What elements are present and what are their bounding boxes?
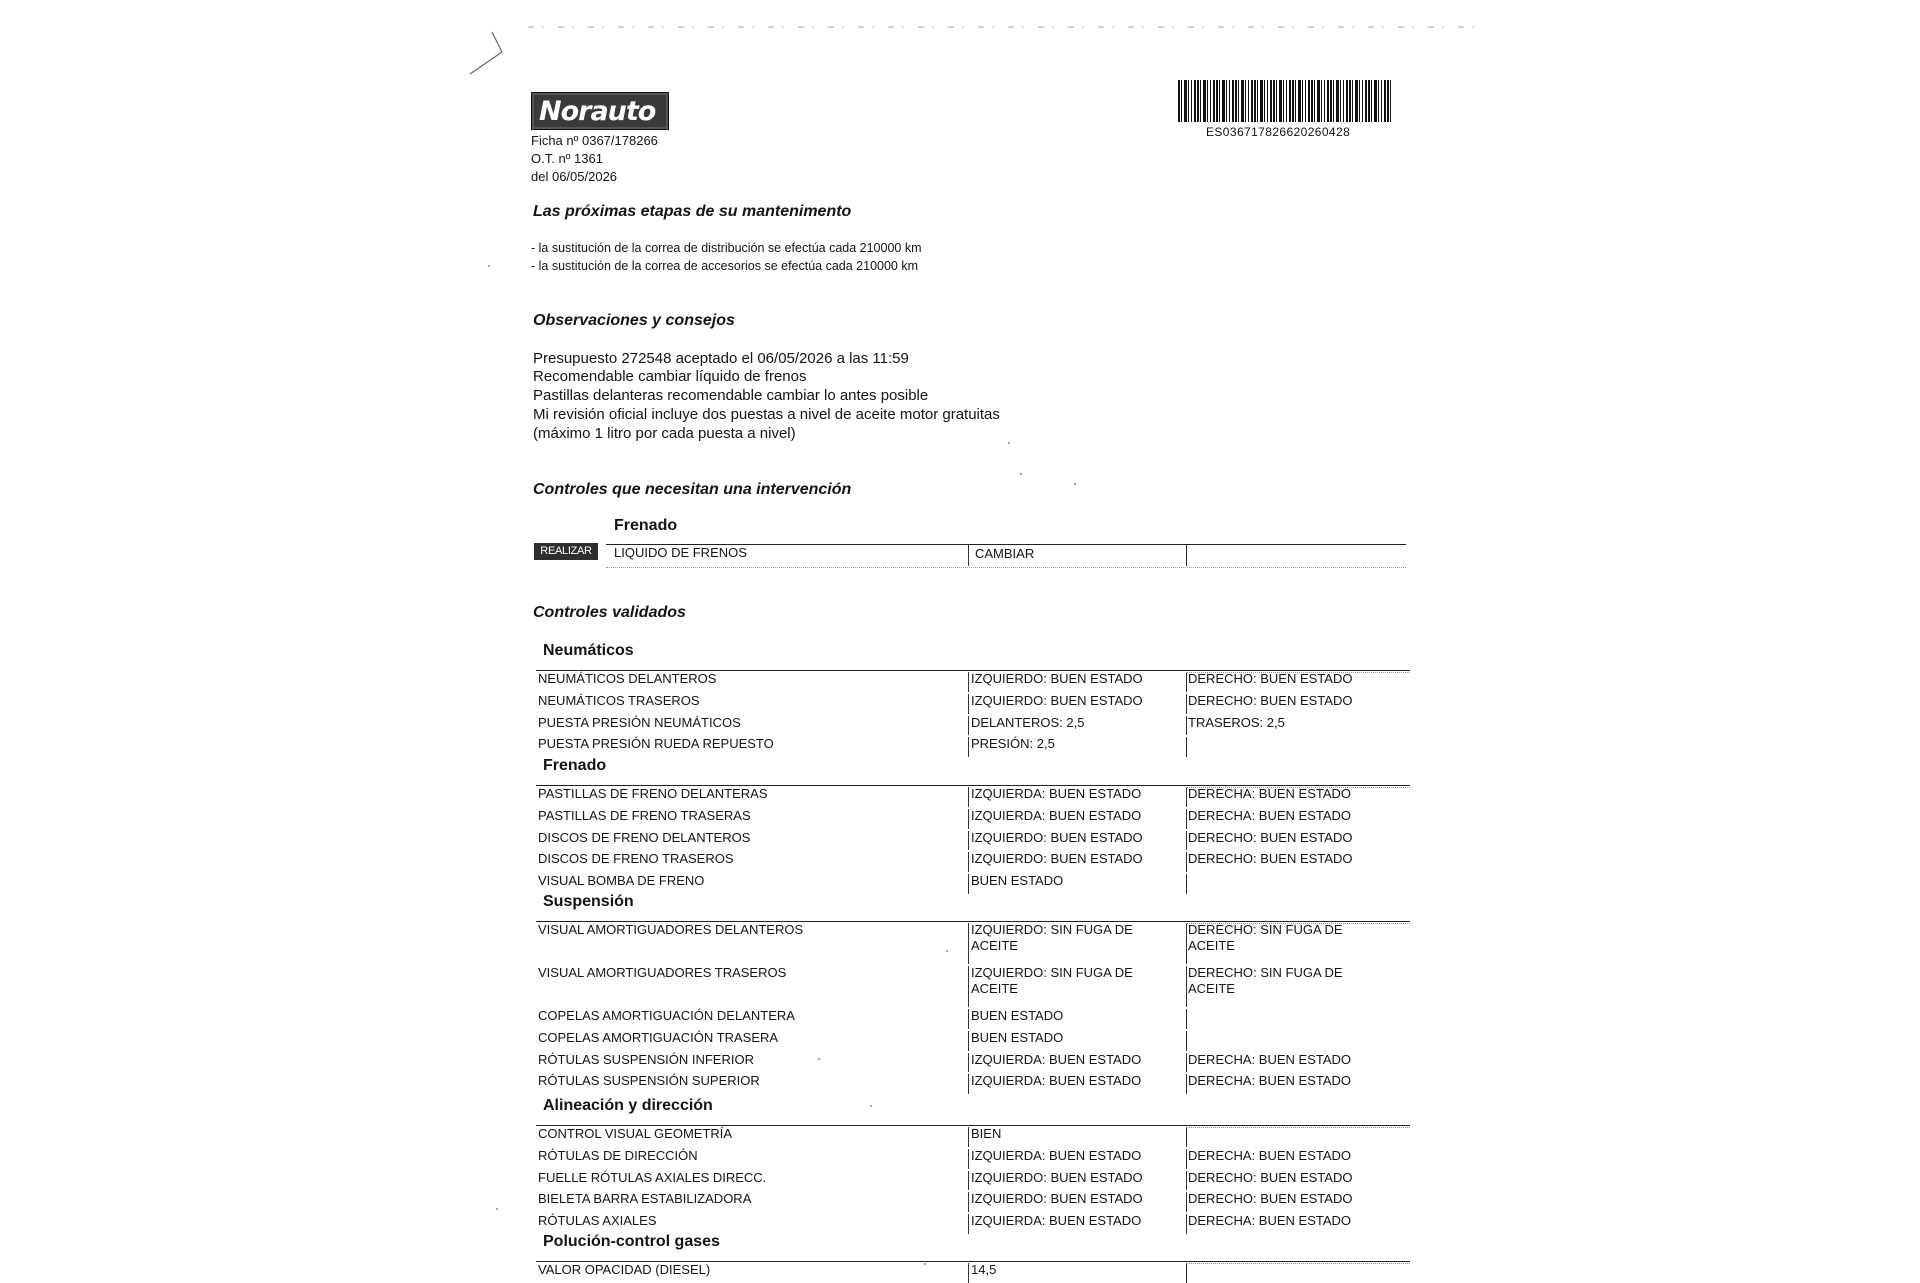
control-result-right: DERECHO: SIN FUGA DE ACEITE <box>1188 922 1343 953</box>
intervention-title: Controles que necesitan una intervención <box>533 481 852 498</box>
scan-speck <box>870 1105 872 1107</box>
group-heading: Frenado <box>543 757 607 774</box>
control-result-left: PRESIÓN: 2,5 <box>971 736 1055 752</box>
control-name: PASTILLAS DE FRENO DELANTERAS <box>538 786 768 801</box>
scan-speck <box>1020 473 1022 475</box>
control-result-left: IZQUIERDO: BUEN ESTADO <box>971 1191 1143 1207</box>
scan-speck <box>924 1263 926 1265</box>
column-divider <box>1186 1031 1187 1051</box>
control-result-left: IZQUIERDO: SIN FUGA DE ACEITE <box>971 965 1133 996</box>
column-divider <box>1186 544 1187 566</box>
column-divider <box>1186 831 1187 851</box>
column-divider <box>1186 923 1187 964</box>
control-result-left: IZQUIERDO: BUEN ESTADO <box>971 851 1143 867</box>
control-name: FUELLE RÓTULAS AXIALES DIRECC. <box>538 1169 767 1185</box>
ficha-number: Ficha nº 0367/178266 <box>531 133 658 148</box>
control-result-left: BUEN ESTADO <box>971 1008 1064 1023</box>
control-name: NEUMÁTICOS TRASEROS <box>538 692 700 708</box>
barcode-number: ES036717826620260428 <box>1206 125 1351 139</box>
control-result-left: IZQUIERDO: BUEN ESTADO <box>971 671 1143 686</box>
column-divider <box>1186 716 1187 736</box>
column-divider <box>968 809 969 829</box>
column-divider <box>968 1074 969 1094</box>
control-result-left: BUEN ESTADO <box>971 873 1064 889</box>
group-heading: Neumáticos <box>543 642 634 659</box>
column-divider <box>968 694 969 714</box>
control-result-left: IZQUIERDA: BUEN ESTADO <box>971 786 1142 801</box>
observation-line: Recomendable cambiar líquido de frenos <box>533 368 807 385</box>
maintenance-title: Las próximas etapas de su mantenimento <box>533 203 852 220</box>
column-divider <box>968 1171 969 1191</box>
row-divider <box>1186 1263 1410 1264</box>
control-result-right: DERECHO: BUEN ESTADO <box>1188 671 1353 686</box>
column-divider <box>1186 737 1187 757</box>
control-name: VALOR OPACIDAD (DIESEL) <box>538 1262 711 1277</box>
control-name: BIELETA BARRA ESTABILIZADORA <box>538 1191 752 1207</box>
column-divider <box>1186 1263 1187 1283</box>
scan-speck <box>818 1058 820 1060</box>
control-name: RÓTULAS DE DIRECCIÓN <box>538 1147 698 1163</box>
scan-mark <box>468 30 504 76</box>
control-result-left: BIEN <box>971 1126 1002 1141</box>
column-divider <box>968 1031 969 1051</box>
scan-speck <box>496 1208 498 1210</box>
maintenance-item: - la sustitución de la correa de distribución se efectúa cada 210000 km <box>531 241 922 255</box>
validated-title: Controles validados <box>533 604 686 621</box>
control-result-left: IZQUIERDO: BUEN ESTADO <box>971 1169 1143 1185</box>
maintenance-item: - la sustitución de la correa de accesorios se efectúa cada 210000 km <box>531 259 919 273</box>
column-divider <box>1186 694 1187 714</box>
control-result-left: IZQUIERDO: BUEN ESTADO <box>971 692 1143 708</box>
control-result-right: TRASEROS: 2,5 <box>1188 714 1285 730</box>
control-result-left: IZQUIERDO: SIN FUGA DE ACEITE <box>971 922 1133 953</box>
intervention-action: CAMBIAR <box>975 546 1035 561</box>
column-divider <box>1186 1127 1187 1147</box>
column-divider <box>968 672 969 692</box>
control-result-right: DERECHA: BUEN ESTADO <box>1188 1073 1352 1089</box>
control-name: VISUAL BOMBA DE FRENO <box>538 873 705 889</box>
control-name: RÓTULAS AXIALES <box>538 1213 657 1229</box>
control-name: RÓTULAS SUSPENSIÓN SUPERIOR <box>538 1073 760 1089</box>
control-result-right: DERECHO: BUEN ESTADO <box>1188 1169 1353 1185</box>
group-heading: Suspensión <box>543 893 634 910</box>
column-divider <box>1186 809 1187 829</box>
column-divider <box>968 831 969 851</box>
row-divider <box>1186 787 1410 788</box>
row-divider <box>606 567 1406 568</box>
realizar-badge: REALIZAR <box>534 543 598 560</box>
column-divider <box>968 787 969 807</box>
observations-title: Observaciones y consejos <box>533 312 735 329</box>
column-divider <box>968 923 969 964</box>
row-divider <box>1186 1127 1410 1128</box>
scan-speck <box>488 265 490 267</box>
column-divider <box>1186 1214 1187 1234</box>
column-divider <box>1186 1074 1187 1094</box>
column-divider <box>968 1009 969 1029</box>
column-divider <box>968 852 969 872</box>
intervention-group-heading: Frenado <box>614 517 678 534</box>
control-result-left: 14,5 <box>971 1262 997 1277</box>
control-result-right: DERECHA: BUEN ESTADO <box>1188 1147 1352 1163</box>
scan-artifact-line <box>528 26 1478 28</box>
control-result-right: DERECHO: BUEN ESTADO <box>1188 829 1353 845</box>
control-name: VISUAL AMORTIGUADORES DELANTEROS <box>538 922 804 937</box>
intervention-item: LIQUIDO DE FRENOS <box>614 545 747 560</box>
control-name: PUESTA PRESIÓN RUEDA REPUESTO <box>538 736 774 752</box>
control-result-left: IZQUIERDA: BUEN ESTADO <box>971 1073 1142 1089</box>
column-divider <box>1186 966 1187 1007</box>
observation-line: Pastillas delanteras recomendable cambiar lo antes posible <box>533 387 929 404</box>
control-result-right: DERECHO: BUEN ESTADO <box>1188 692 1353 708</box>
column-divider <box>1186 874 1187 894</box>
row-divider <box>1186 672 1410 673</box>
column-divider <box>968 716 969 736</box>
ot-number: O.T. nº 1361 <box>531 151 603 166</box>
column-divider <box>1186 852 1187 872</box>
group-heading: Alineación y dirección <box>543 1097 713 1114</box>
control-result-left: IZQUIERDA: BUEN ESTADO <box>971 807 1142 823</box>
column-divider <box>968 1214 969 1234</box>
scan-speck <box>1074 483 1076 485</box>
column-divider <box>1186 1053 1187 1073</box>
document-date: del 06/05/2026 <box>531 169 618 184</box>
column-divider <box>968 1053 969 1073</box>
control-result-left: BUEN ESTADO <box>971 1029 1064 1045</box>
control-name: NEUMÁTICOS DELANTEROS <box>538 671 717 686</box>
control-name: PUESTA PRESIÓN NEUMÁTICOS <box>538 714 741 730</box>
column-divider <box>968 1127 969 1147</box>
observation-line: (máximo 1 litro por cada puesta a nivel) <box>533 425 796 442</box>
group-heading: Polución-control gases <box>543 1233 720 1250</box>
column-divider <box>968 874 969 894</box>
control-name: DISCOS DE FRENO DELANTEROS <box>538 829 751 845</box>
control-result-left: IZQUIERDA: BUEN ESTADO <box>971 1147 1142 1163</box>
control-result-left: IZQUIERDO: BUEN ESTADO <box>971 829 1143 845</box>
column-divider <box>1186 672 1187 692</box>
control-result-right: DERECHA: BUEN ESTADO <box>1188 807 1352 823</box>
scan-speck <box>946 950 948 952</box>
control-result-right: DERECHA: BUEN ESTADO <box>1188 1213 1352 1229</box>
control-result-left: IZQUIERDA: BUEN ESTADO <box>971 1213 1142 1229</box>
control-name: COPELAS AMORTIGUACIÓN DELANTERA <box>538 1008 795 1023</box>
control-name: COPELAS AMORTIGUACIÓN TRASERA <box>538 1029 779 1045</box>
column-divider <box>1186 787 1187 807</box>
control-result-left: IZQUIERDA: BUEN ESTADO <box>971 1051 1142 1067</box>
control-name: CONTROL VISUAL GEOMETRÍA <box>538 1126 733 1141</box>
control-result-right: DERECHO: SIN FUGA DE ACEITE <box>1188 965 1343 996</box>
column-divider <box>968 544 969 566</box>
column-divider <box>1186 1171 1187 1191</box>
control-name: PASTILLAS DE FRENO TRASERAS <box>538 807 751 823</box>
barcode-image <box>1178 80 1392 122</box>
control-result-right: DERECHA: BUEN ESTADO <box>1188 1051 1352 1067</box>
row-divider <box>1186 923 1410 924</box>
column-divider <box>1186 1192 1187 1212</box>
column-divider <box>1186 1009 1187 1029</box>
control-result-right: DERECHO: BUEN ESTADO <box>1188 1191 1353 1207</box>
control-name: RÓTULAS SUSPENSIÓN INFERIOR <box>538 1051 754 1067</box>
column-divider <box>968 737 969 757</box>
column-divider <box>968 1192 969 1212</box>
column-divider <box>968 1263 969 1283</box>
column-divider <box>1186 1149 1187 1169</box>
control-result-right: DERECHO: BUEN ESTADO <box>1188 851 1353 867</box>
control-name: DISCOS DE FRENO TRASEROS <box>538 851 734 867</box>
norauto-logo: Norauto <box>531 92 669 130</box>
column-divider <box>968 966 969 1007</box>
column-divider <box>968 1149 969 1169</box>
observation-line: Mi revisión oficial incluye dos puestas a nivel de aceite motor gratuitas <box>533 406 1000 423</box>
scan-speck <box>1008 442 1010 444</box>
control-name: VISUAL AMORTIGUADORES TRASEROS <box>538 965 787 980</box>
control-result-left: DELANTEROS: 2,5 <box>971 714 1085 730</box>
control-result-right: DERECHA: BUEN ESTADO <box>1188 786 1352 801</box>
observation-line: Presupuesto 272548 aceptado el 06/05/2026 a las 11:59 <box>533 350 909 367</box>
